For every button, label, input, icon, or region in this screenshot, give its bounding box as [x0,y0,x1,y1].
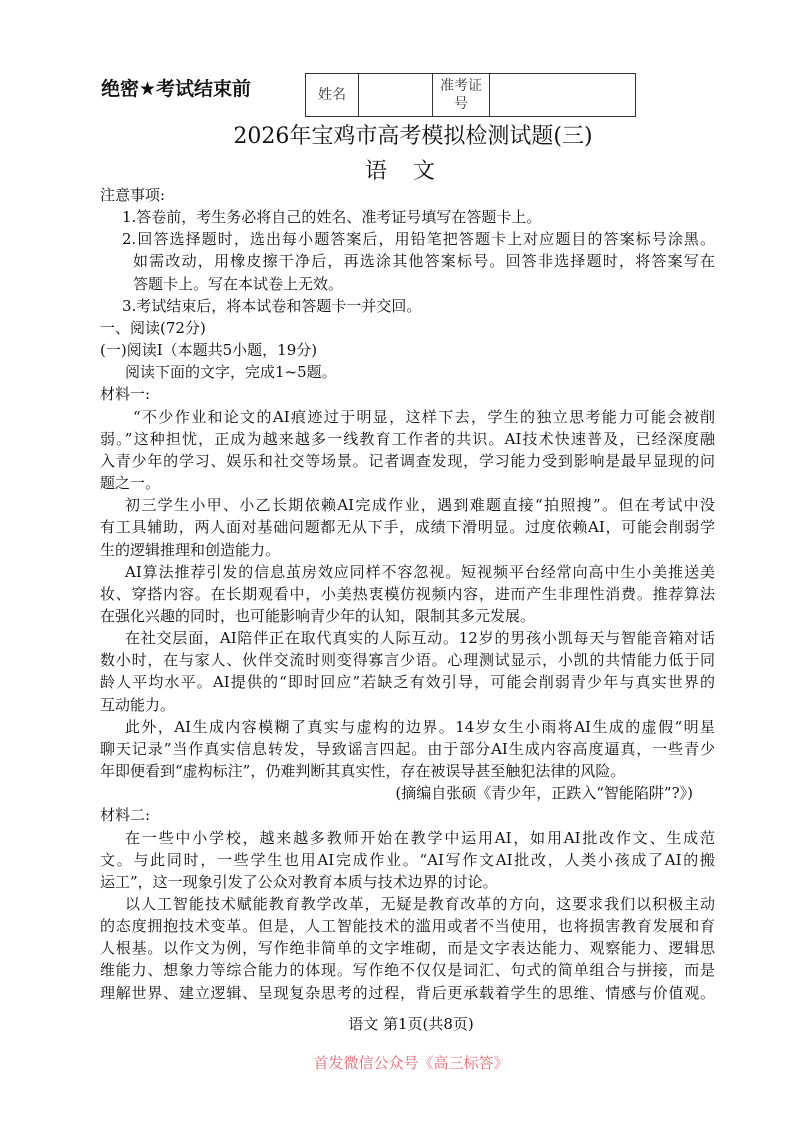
exam-id-label: 准考证号 [433,74,490,117]
text-line: 阅读下面的文字，完成1~5题。 [125,363,337,382]
text-line: 维能力、想象力等综合能力的体现。写作绝不仅仅是词汇、句式的简单组合与拼接，而是 [100,961,715,980]
text-line: AI算法推荐引发的信息茧房效应同样不容忽视。短视频平台经常向高中生小美推送美 [125,562,715,581]
text-line: 题之一。 [100,474,161,493]
text-line: 年即便看到“虚构标注”，仍难判断其真实性，存在被误导甚至触犯法律的风险。 [100,762,626,781]
text-line: 答题卡上。写在本试卷上无效。 [133,274,344,293]
text-line: 3.考试结束后，将本试卷和答题卡一并交回。 [122,296,422,315]
text-line: 妆、穿搭内容。在长期观看中，小美热衷模仿视频内容，进而产生非理性消费。推荐算法 [100,584,715,603]
text-line: 数小时，在与家人、伙伴交流时则变得寡言少语。心理测试显示，小凯的共情能力低于同 [100,651,715,670]
candidate-info-table [305,73,636,117]
text-line: 此外，AI生成内容模糊了真实与虚构的边界。14岁女生小雨将AI生成的虚假“明星 [125,717,715,736]
text-line: 1.答卷前，考生务必将自己的姓名、准考证号填写在答题卡上。 [122,208,542,227]
text-line: 如需改动，用橡皮擦干净后，再选涂其他答案标号。回答非选择题时，将答案写在 [133,252,715,271]
text-line: 在社交层面，AI陪伴正在取代真实的人际互动。12岁的男孩小凯每天与智能音箱对话 [125,629,715,648]
exam-title: 2026年宝鸡市高考模拟检测试题(三) [233,124,593,149]
watermark: 首发微信公众号《高三标答》 [313,1054,509,1072]
text-line: 人根基。以作文为例，写作绝非简单的文字堆砌，而是文字表达能力、观察能力、逻辑思 [100,939,715,958]
text-line: 运工”，这一现象引发了公众对教育本质与技术边界的讨论。 [100,872,498,891]
text-line: 2.回答选择题时，选出每小题答案后，用铅笔把答题卡上对应题目的答案标号涂黑。 [122,230,715,249]
text-line: 的态度拥抱技术变革。但是，人工智能技术的滥用或者不当使用，也将损害教育发展和育 [100,917,715,936]
text-line: 注意事项: [100,186,166,204]
text-line: (一)阅读Ⅰ（本题共5小题，19分) [100,341,318,360]
exam-body [100,184,715,1004]
text-line: 在一些中小学校，越来越多教师开始在教学中运用AI，如用AI批改作文、生成范 [125,828,715,847]
text-line: 生的逻辑推理和创造能力。 [100,540,281,559]
name-field[interactable] [359,74,433,117]
text-line: 理解世界、建立逻辑、呈现复杂思考的过程，背后更承载着学生的思维、情感与价值观。 [100,983,715,1002]
text-line: 聊天记录”当作真实信息转发，导致谣言四起。由于部分AI生成内容高度逼真，一些青少 [100,739,715,758]
source-citation: (摘编自张硕《青少年，正跌入“智能陷阱”?》) [395,784,693,803]
subject-title: 语文 [364,159,461,184]
text-line: 弱。”这种担忧，正成为越来越多一线教育工作者的共识。AI技术快速普及，已经深度融 [100,429,715,448]
text-line: 以人工智能技术赋能教育教学改革，无疑是教育改革的方向，这要求我们以积极主动 [125,895,715,913]
text-line: 入青少年的学习、娱乐和社交等场景。记者调查发现，学习能力受到影响是最早显现的问 [100,451,715,470]
confidential-label: 绝密★考试结束前 [101,78,252,100]
text-line: 材料二: [100,806,151,825]
text-line: 初三学生小甲、小乙长期依赖AI完成作业，遇到难题直接“拍照搜”。但在考试中没 [125,496,715,515]
text-line: 在强化兴趣的同时，也可能影响青少年的认知，限制其多元发展。 [100,606,536,625]
exam-id-field[interactable] [490,74,636,117]
text-line: 一、阅读(72分) [100,318,206,337]
name-label: 姓名 [306,74,359,117]
text-line: 有工具辅助，两人面对基础问题都无从下手，成绩下滑明显。过度依赖AI，可能会削弱学 [100,518,715,537]
page-footer: 语文 第1页(共8页) [348,1015,474,1033]
text-line: 文。与此同时，一些学生也用AI完成作业。“AI写作文AI批改，人类小孩成了AI的搬 [100,850,715,869]
text-line: 材料一: [100,385,151,404]
text-line: “不少作业和论文的AI痕迹过于明显，这样下去，学生的独立思考能力可能会被削 [133,407,715,426]
text-line: 龄人平均水平。AI提供的“即时回应”若缺乏有效引导，可能会削弱青少年与真实世界的 [100,673,715,692]
text-line: 互动能力。 [100,695,176,714]
